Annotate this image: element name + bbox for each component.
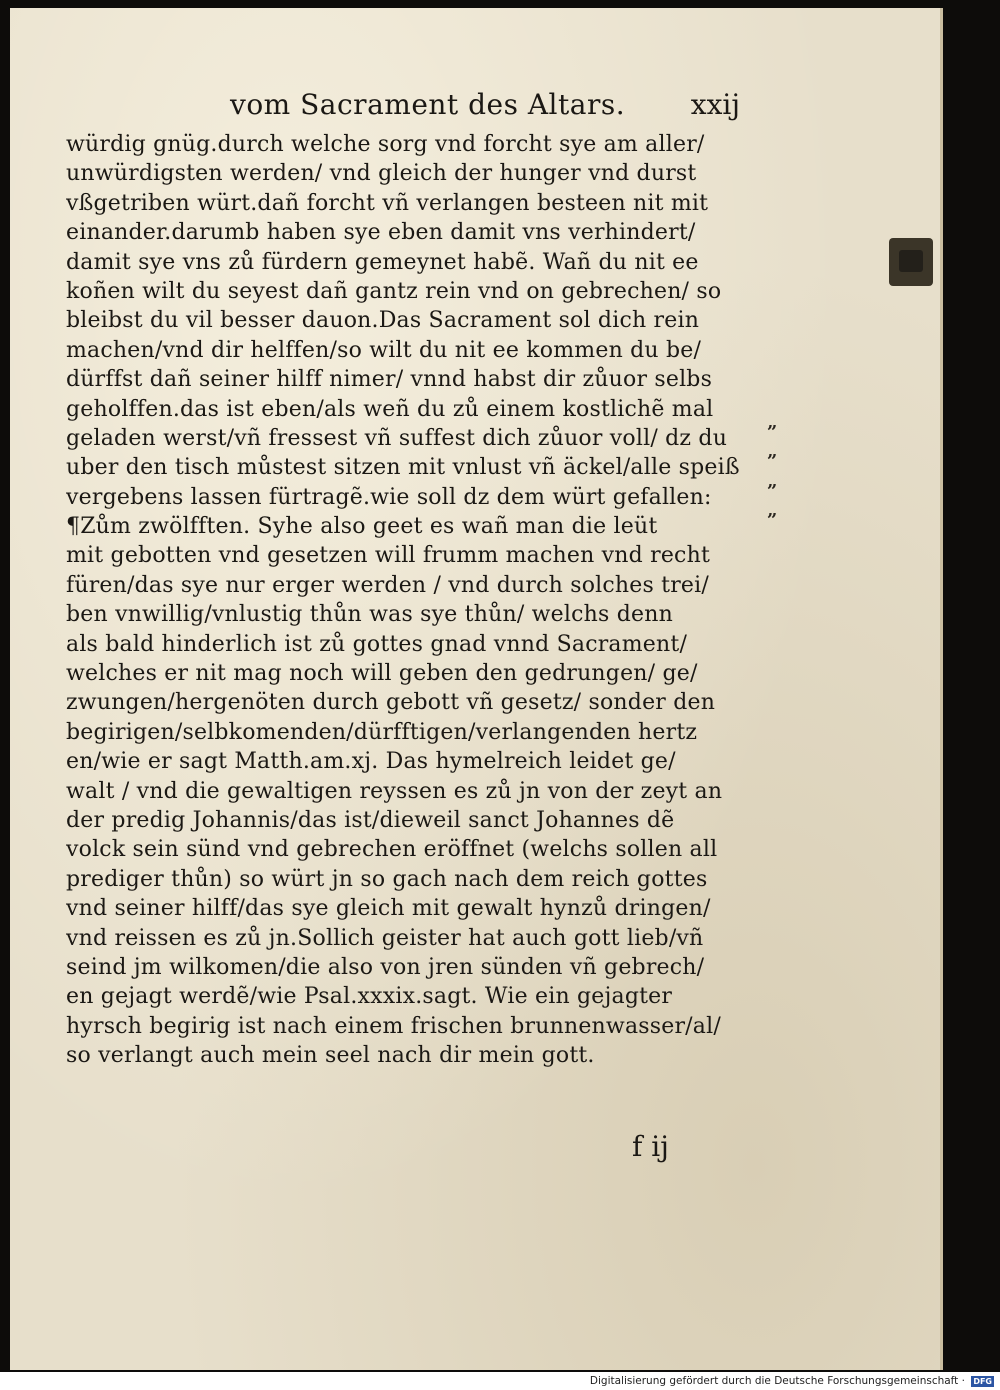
- marginal-quote-mark: ”: [766, 422, 778, 443]
- text-line: seind jm wilkomen/die also von jren sünden vñ gebrech/: [66, 954, 705, 980]
- page-header: [220, 88, 740, 128]
- text-line: als bald hinderlich ist zů gottes gnad vnnd Sacrament/: [66, 631, 688, 657]
- text-line: prediger thůn) so würt jn so gach nach dem reich gottes: [66, 866, 708, 892]
- text-line: hyrsch begirig ist nach einem frischen brunnenwasser/al/: [66, 1013, 721, 1039]
- text-line: vergebens lassen fürtragẽ.wie soll dz dem würt gefallen:: [66, 484, 712, 510]
- text-line: welches er nit mag noch will geben den gedrungen/ ge/: [66, 661, 698, 687]
- text-line: mit gebotten vnd gesetzen will frumm machen vnd recht: [66, 543, 710, 569]
- text-line: begirigen/selbkomenden/dürfftigen/verlangenden hertz: [66, 719, 698, 745]
- folio-number: xxij: [690, 88, 740, 121]
- text-line: unwürdigsten werden/ vnd gleich der hunger vnd durst: [66, 161, 697, 187]
- text-line: walt / vnd die gewaltigen reyssen es zů jn von der zeyt an: [66, 778, 723, 804]
- text-line: uber den tisch můstest sitzen mit vnlust vñ äckel/alle speiß: [66, 455, 740, 481]
- body-text: [66, 130, 756, 1071]
- text-line: dürffst dañ seiner hilff nimer/ vnnd habst dir zůuor selbs: [66, 367, 713, 393]
- text-line: en gejagt werdẽ/wie Psal.xxxix.sagt. Wie ein gejagter: [66, 984, 673, 1010]
- text-line: bleibst du vil besser dauon.Das Sacrament sol dich rein: [66, 308, 700, 334]
- running-title: vom Sacrament des Altars.: [230, 88, 626, 121]
- text-line: vnd seiner hilff/das sye gleich mit gewalt hynzů dringen/: [66, 896, 711, 922]
- text-line: en/wie er sagt Matth.am.xj. Das hymelreich leidet ge/: [66, 749, 676, 775]
- text-line: füren/das sye nur erger werden / vnd durch solches trei/: [66, 572, 709, 598]
- text-line: machen/vnd dir helffen/so wilt du nit ee kommen du be/: [66, 337, 702, 363]
- page-tab-marker: [889, 238, 933, 286]
- text-line: ben vnwillig/vnlustig thůn was sye thůn/ welchs denn: [66, 602, 673, 628]
- text-line: der predig Johannis/das ist/dieweil sanct Johannes dẽ: [66, 807, 675, 833]
- footer-text: Digitalisierung gefördert durch die Deutsche Forschungsgemeinschaft: [589, 1375, 959, 1387]
- text-line: so verlangt auch mein seel nach dir mein gott.: [66, 1043, 595, 1069]
- text-line: einander.darumb haben sye eben damit vns verhindert/: [66, 220, 696, 246]
- text-line: ¶Zům zwölfften. Syhe also geet es wañ man die leüt: [66, 514, 658, 540]
- text-line: damit sye vns zů fürdern gemeynet habẽ. Wañ du nit ee: [66, 249, 699, 275]
- dfg-logo: DFG: [973, 1376, 992, 1386]
- signature-mark: f ij: [632, 1130, 669, 1163]
- marginal-quote-mark: ”: [766, 480, 778, 502]
- text-line: würdig gnüg.durch welche sorg vnd forcht sye am aller/: [66, 132, 705, 157]
- text-line: koñen wilt du seyest dañ gantz rein vnd on gebrechen/ so: [66, 278, 722, 304]
- marginal-quote-mark: ”: [766, 451, 778, 473]
- marginalia: [752, 418, 792, 536]
- text-line: geholffen.das ist eben/als weñ du zů einem kostlichẽ mal: [66, 396, 714, 422]
- text-line: vßgetriben würt.dañ forcht vñ verlangen besteen nit mit: [66, 190, 709, 216]
- text-line: zwungen/hergenöten durch gebott vñ gesetz/ sonder den: [66, 690, 716, 716]
- footer-credit: Digitalisierung gefördert durch die Deutsche Forschungsgemeinschaft · DFG: [589, 1375, 992, 1387]
- text-line: geladen werst/vñ fressest vñ suffest dich zůuor voll/ dz du: [66, 425, 728, 451]
- text-line: vnd reissen es zů jn.Sollich geister hat auch gott lieb/vñ: [66, 925, 704, 951]
- text-line: volck sein sünd vnd gebrechen eröffnet (welchs sollen all: [66, 837, 718, 863]
- marginal-quote-mark: ”: [766, 510, 778, 532]
